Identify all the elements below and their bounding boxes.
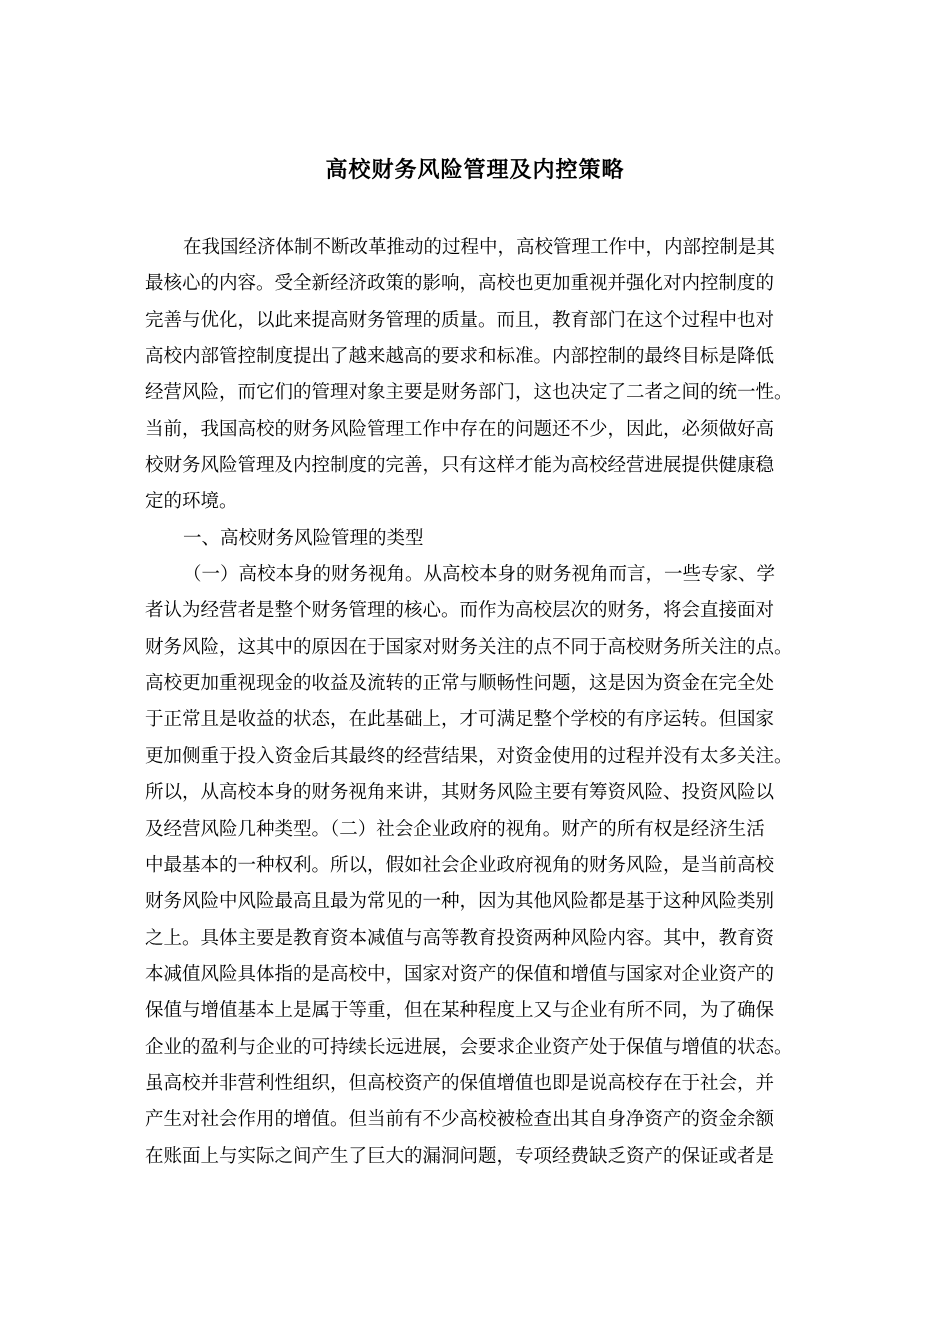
document-body bbox=[145, 230, 820, 1175]
paragraph-line: 之上。具体主要是教育资本减值与高等教育投资两种风险内容。其中，教育资 bbox=[145, 927, 775, 949]
paragraph-line: 经营风险，而它们的管理对象主要是财务部门，这也决定了二者之间的统一性。 bbox=[145, 382, 793, 404]
paragraph-line: 完善与优化，以此来提高财务管理的质量。而且，教育部门在这个过程中也对 bbox=[145, 309, 775, 331]
paragraph-line: 当前，我国高校的财务风险管理工作中存在的问题还不少，因此，必须做好高 bbox=[145, 418, 775, 440]
paragraph-line: 产生对社会作用的增值。但当前有不少高校被检查出其自身净资产的资金余额 bbox=[145, 1109, 775, 1131]
paragraph-line: 高校内部管控制度提出了越来越高的要求和标准。内部控制的最终目标是降低 bbox=[145, 346, 775, 368]
paragraph-line: 者认为经营者是整个财务管理的核心。而作为高校层次的财务，将会直接面对 bbox=[145, 600, 775, 622]
paragraph-line: 财务风险，这其中的原因在于国家对财务关注的点不同于高校财务所关注的点。 bbox=[145, 636, 793, 658]
paragraph-line: （一）高校本身的财务视角。从高校本身的财务视角而言，一些专家、学 bbox=[183, 564, 776, 586]
paragraph-line: 企业的盈利与企业的可持续长远进展，会要求企业资产处于保值与增值的状态。 bbox=[145, 1036, 793, 1058]
paragraph-line: 所以，从高校本身的财务视角来讲，其财务风险主要有筹资风险、投资风险以 bbox=[145, 782, 775, 804]
paragraph-line: 虽高校并非营利性组织，但高校资产的保值增值也即是说高校存在于社会，并 bbox=[145, 1072, 775, 1094]
paragraph-line: 于正常且是收益的状态，在此基础上，才可满足整个学校的有序运转。但国家 bbox=[145, 709, 775, 731]
paragraph-line: 在账面上与实际之间产生了巨大的漏洞问题，专项经费缺乏资产的保证或者是 bbox=[145, 1145, 775, 1167]
paragraph-line: 及经营风险几种类型。（二）社会企业政府的视角。财产的所有权是经济生活 bbox=[145, 818, 765, 840]
paragraph-line: 高校更加重视现金的收益及流转的正常与顺畅性问题，这是因为资金在完全处 bbox=[145, 673, 775, 695]
paragraph-line: 本减值风险具体指的是高校中，国家对资产的保值和增值与国家对企业资产的 bbox=[145, 963, 775, 985]
paragraph-line: 财务风险中风险最高且最为常见的一种，因为其他风险都是基于这种风险类别 bbox=[145, 891, 775, 913]
section-heading: 一、高校财务风险管理的类型 bbox=[183, 527, 424, 549]
paragraph-line: 校财务风险管理及内控制度的完善，只有这样才能为高校经营进展提供健康稳 bbox=[145, 455, 775, 477]
paragraph-line: 中最基本的一种权利。所以，假如社会企业政府视角的财务风险，是当前高校 bbox=[145, 854, 775, 876]
document-title: 高校财务风险管理及内控策略 bbox=[325, 157, 625, 183]
paragraph-line: 定的环境。 bbox=[145, 491, 238, 513]
paragraph-line: 保值与增值基本上是属于等重，但在某种程度上又与企业有所不同，为了确保 bbox=[145, 1000, 775, 1022]
paragraph-line: 在我国经济体制不断改革推动的过程中，高校管理工作中，内部控制是其 bbox=[183, 237, 776, 258]
paragraph-line: 最核心的内容。受全新经济政策的影响，高校也更加重视并强化对内控制度的 bbox=[145, 273, 775, 295]
paragraph-line: 更加侧重于投入资金后其最终的经营结果，对资金使用的过程并没有太多关注。 bbox=[145, 745, 793, 767]
